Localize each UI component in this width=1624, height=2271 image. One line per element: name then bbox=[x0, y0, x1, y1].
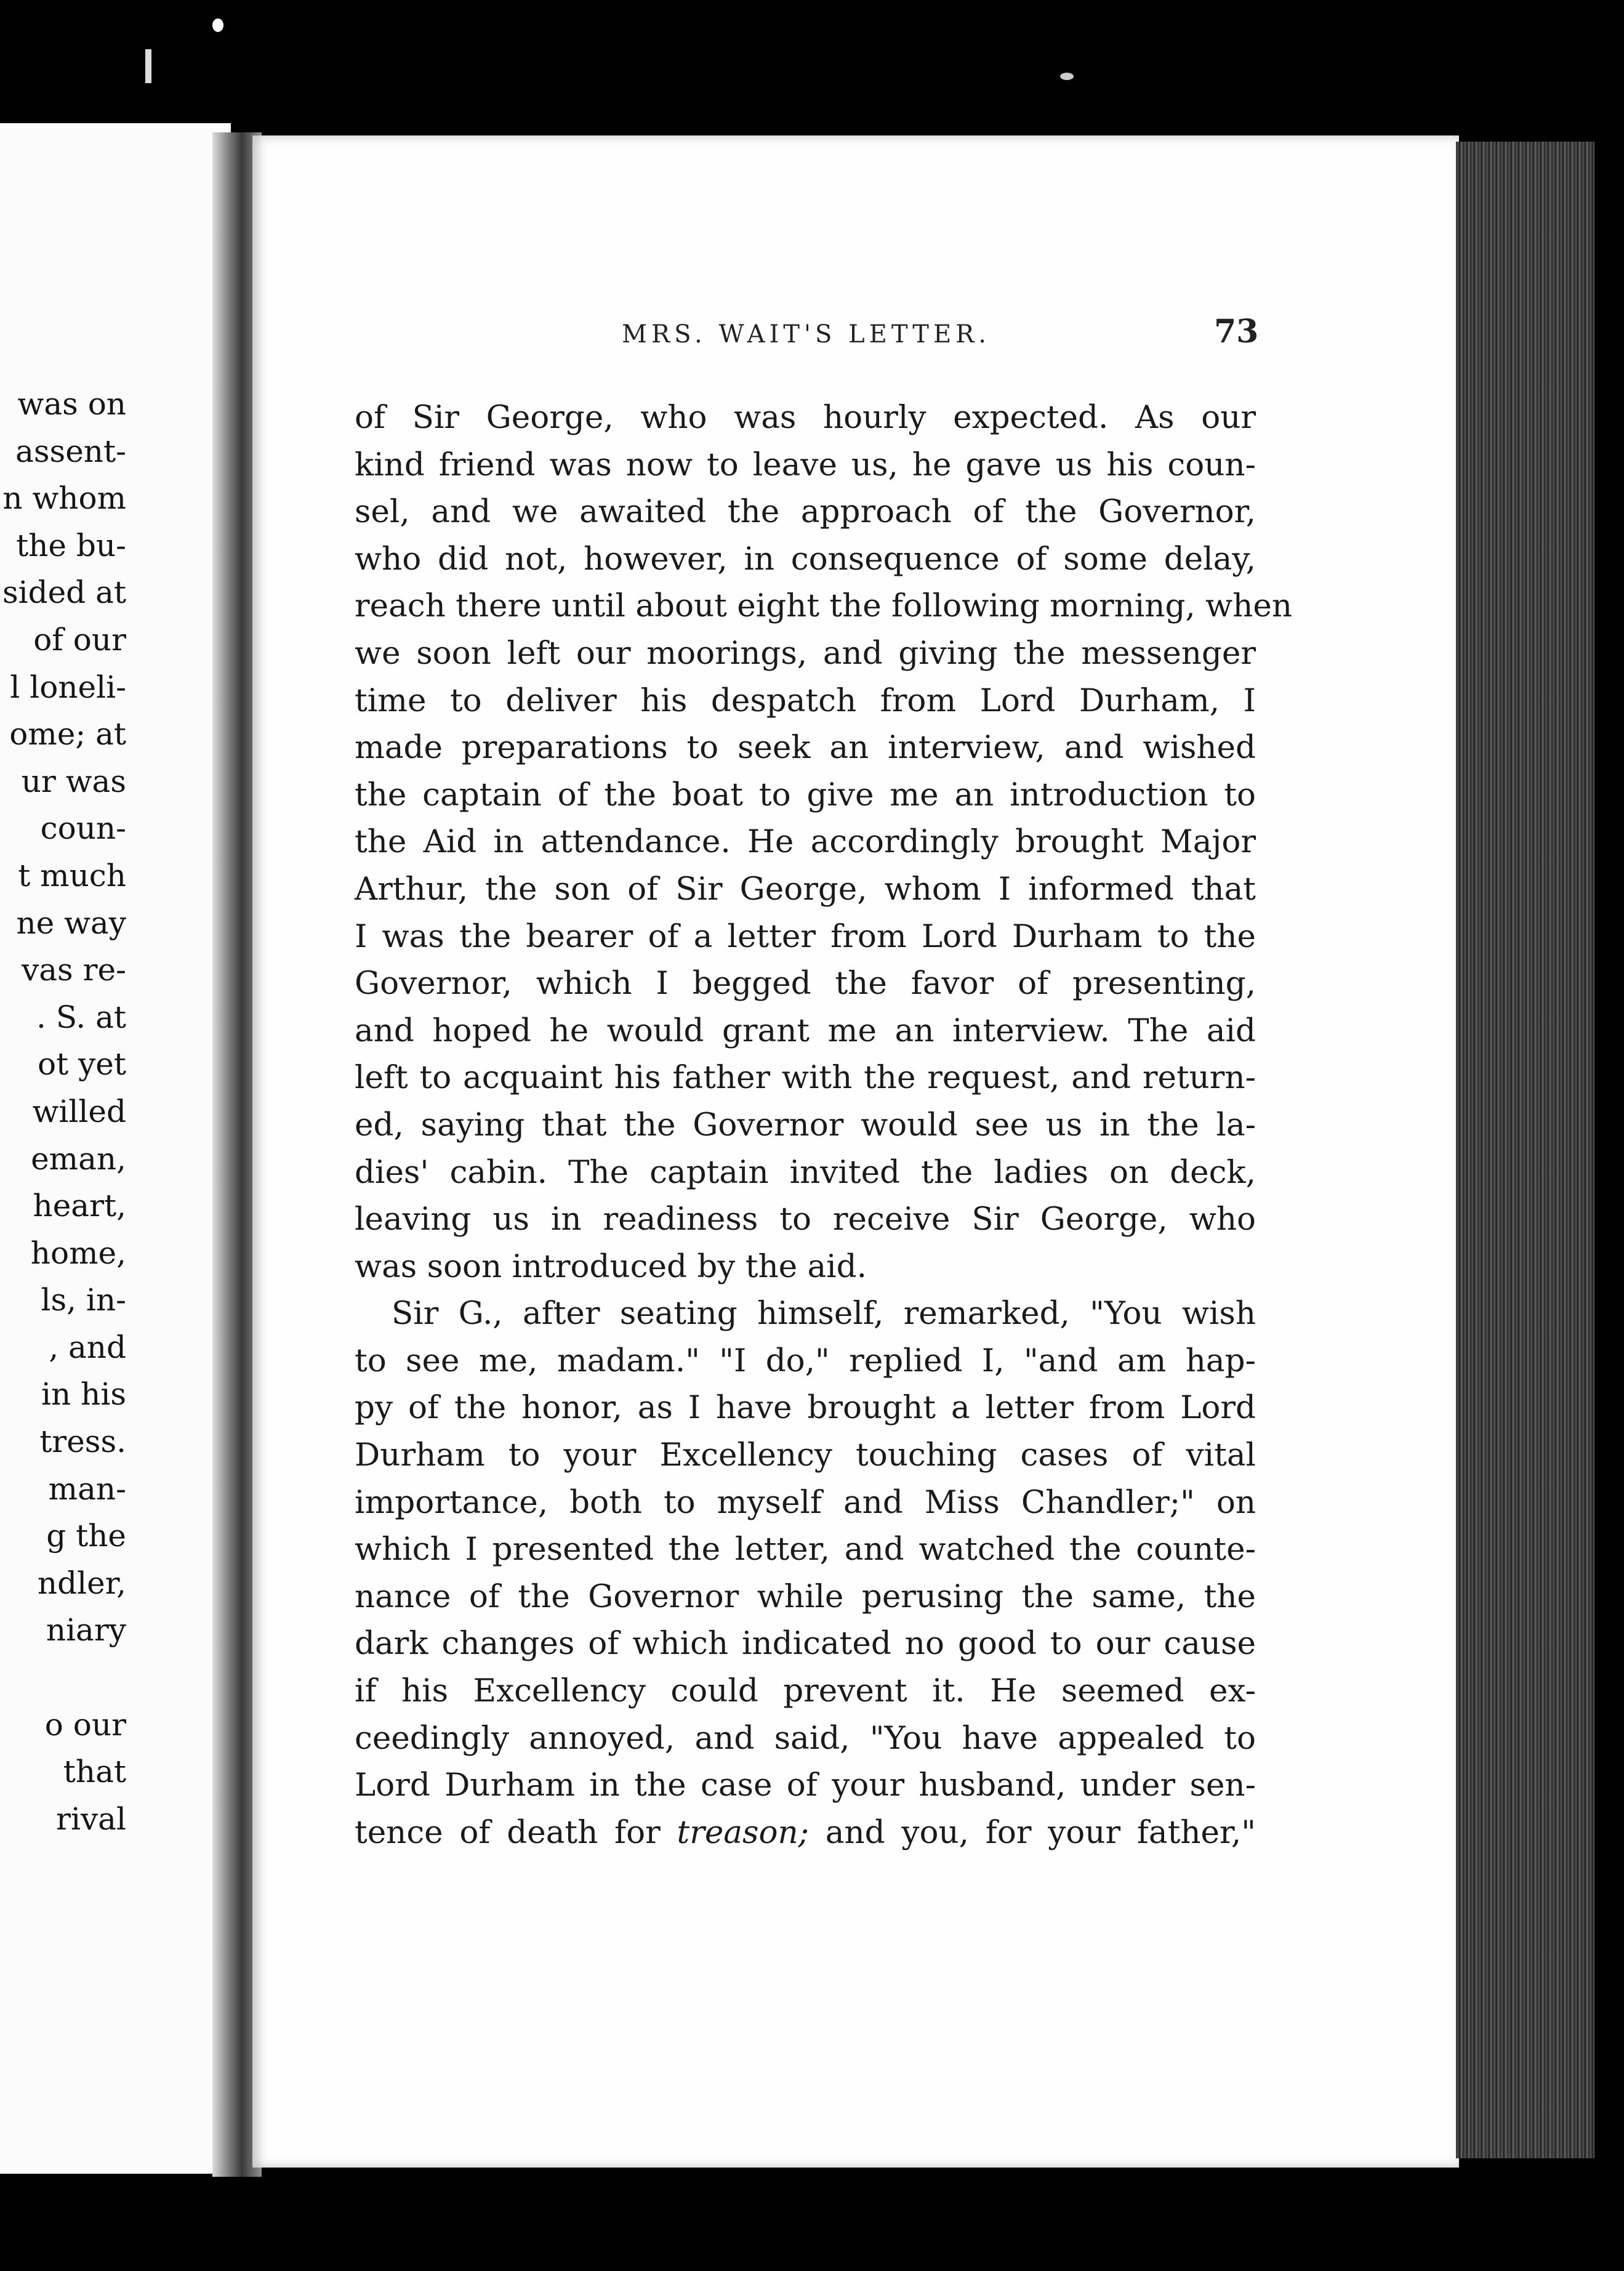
page-number: 73 bbox=[1214, 313, 1259, 350]
scan-speck bbox=[212, 18, 223, 32]
page-body-text bbox=[355, 394, 1293, 1856]
left-page-line: . S. at bbox=[36, 999, 126, 1035]
left-page-line: ls, in- bbox=[41, 1282, 126, 1318]
left-page-line: ur was bbox=[21, 763, 126, 799]
left-page-line: heart, bbox=[33, 1188, 126, 1224]
left-page-line: of our bbox=[33, 621, 126, 658]
left-page-line: the bu- bbox=[16, 527, 126, 563]
text-line: made preparations to seek an interview, and wished bbox=[355, 729, 1256, 767]
left-page-line: tress. bbox=[39, 1424, 126, 1460]
scan-speck bbox=[145, 49, 151, 83]
left-page-line: ndler, bbox=[37, 1565, 126, 1601]
text-line: leaving us in readiness to receive Sir George, who bbox=[355, 1201, 1256, 1238]
text-line: Durham to your Excellency touching cases of vital bbox=[355, 1437, 1256, 1474]
text-line: and hoped he would grant me an interview. The aid bbox=[355, 1012, 1256, 1049]
left-facing-page bbox=[0, 123, 231, 2174]
text-line: if his Excellency could prevent it. He seemed ex- bbox=[355, 1672, 1256, 1710]
left-page-line: , and bbox=[49, 1329, 126, 1365]
left-page-line: was on bbox=[17, 386, 126, 422]
left-page-line: rival bbox=[56, 1801, 126, 1837]
left-page-line: sided at bbox=[2, 575, 126, 611]
text-line: the captain of the boat to give me an introduction to bbox=[355, 776, 1256, 813]
left-page-line: in his bbox=[41, 1376, 126, 1413]
text-line: which I presented the letter, and watched the counte- bbox=[355, 1531, 1256, 1568]
text-line: Governor, which I begged the favor of presenting, bbox=[355, 965, 1256, 1002]
left-page-line: g the bbox=[46, 1518, 126, 1554]
text-segment: and you, for your father," bbox=[808, 1813, 1256, 1851]
text-line bbox=[355, 1809, 1256, 1857]
text-line: who did not, however, in consequence of some delay, bbox=[355, 540, 1256, 578]
left-page-line: l loneli- bbox=[10, 669, 126, 705]
text-line: time to deliver his despatch from Lord Durham, I bbox=[355, 682, 1256, 719]
left-page-line: ome; at bbox=[9, 716, 126, 752]
text-segment: tence of death for bbox=[355, 1813, 677, 1851]
left-page-line: home, bbox=[30, 1235, 126, 1271]
running-head: MRS. WAIT'S LETTER. bbox=[622, 320, 991, 349]
left-page-line bbox=[2, 1654, 126, 1701]
text-line: to see me, madam." "I do," replied I, "and am hap- bbox=[355, 1342, 1256, 1379]
left-page-line: coun- bbox=[40, 810, 126, 847]
text-line: Lord Durham in the case of your husband, under sen- bbox=[355, 1767, 1256, 1804]
left-page-line: that bbox=[63, 1754, 126, 1790]
left-page-line: vas re- bbox=[22, 952, 126, 988]
italic-word: treason; bbox=[677, 1813, 809, 1851]
text-line: ceedingly annoyed, and said, "You have appealed to bbox=[355, 1719, 1256, 1757]
left-page-line: eman, bbox=[31, 1140, 126, 1177]
left-page-text bbox=[2, 381, 126, 1842]
left-page-line: man- bbox=[48, 1470, 126, 1507]
text-line: was soon introduced by the aid. bbox=[355, 1248, 867, 1285]
text-line: importance, both to myself and Miss Chandler;" on bbox=[355, 1483, 1256, 1521]
text-line: reach there until about eight the following morning, when bbox=[355, 587, 1293, 625]
text-line: we soon left our moorings, and giving the messenger bbox=[355, 634, 1256, 672]
text-line: kind friend was now to leave us, he gave us his coun- bbox=[355, 446, 1256, 483]
left-page-line: niary bbox=[46, 1612, 126, 1648]
text-line: the Aid in attendance. He accordingly brought Major bbox=[355, 823, 1256, 861]
text-line: I was the bearer of a letter from Lord Durham to the bbox=[355, 918, 1256, 955]
text-line: dies' cabin. The captain invited the ladies on deck, bbox=[355, 1153, 1256, 1191]
text-line: ed, saying that the Governor would see us in the la- bbox=[355, 1106, 1256, 1144]
text-line: py of the honor, as I have brought a letter from Lord bbox=[355, 1389, 1256, 1427]
left-page-line: willed bbox=[32, 1093, 126, 1129]
text-line: sel, and we awaited the approach of the Governor, bbox=[355, 493, 1256, 531]
text-line: Sir G., after seating himself, remarked, "You wish bbox=[392, 1295, 1256, 1333]
left-page-line: t much bbox=[18, 857, 126, 893]
text-line: Arthur, the son of Sir George, whom I informed that bbox=[355, 870, 1256, 908]
text-line: dark changes of which indicated no good to our cause bbox=[355, 1625, 1256, 1663]
book-page-edges bbox=[1456, 142, 1594, 2158]
left-page-line: o our bbox=[44, 1706, 126, 1743]
text-line: left to acquaint his father with the request, and return- bbox=[355, 1059, 1256, 1097]
text-line: of Sir George, who was hourly expected. As our bbox=[355, 399, 1256, 436]
left-page-line: assent- bbox=[15, 433, 126, 469]
left-page-line: ot yet bbox=[37, 1046, 126, 1083]
left-page-line: n whom bbox=[2, 480, 126, 517]
left-page-line: ne way bbox=[16, 905, 126, 941]
scan-speck bbox=[1060, 73, 1074, 80]
text-line: nance of the Governor while perusing the same, the bbox=[355, 1578, 1256, 1615]
